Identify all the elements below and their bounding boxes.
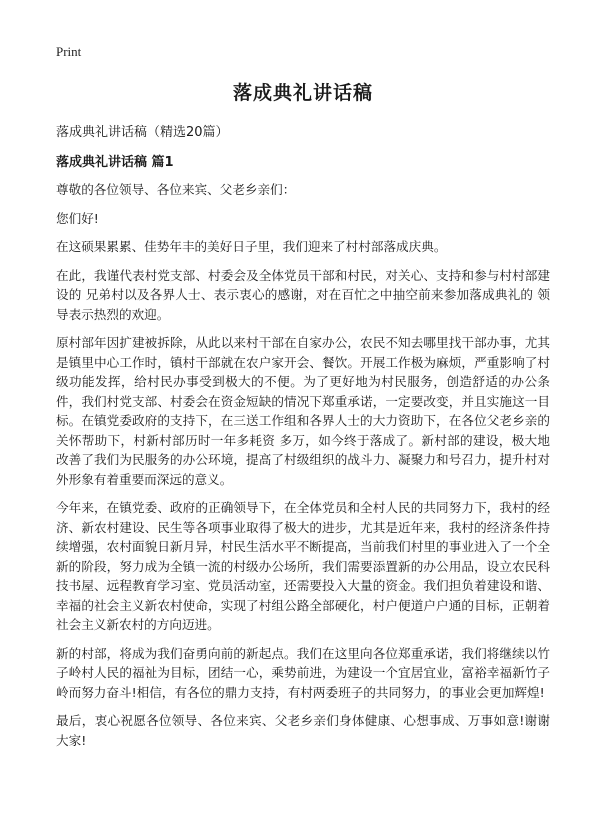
paragraph-history: 原村部年因扩建被拆除，从此以来村干部在自家办公，农民不知去哪里找干部办事，尤其是镇里中心工作时，镇村干部就在农户家开会、餐饮。开展工作极为麻烦，严重影响了村级功能发挥，给村民办事受到极大的不便。为了更好地为村民服务，创造舒适的办公条件，我们村党支部、村委会在资金短缺的情况下郑重承诺，一定要改变，并且实施这一目标。在镇党委政府的支持下，在三送工作组和各界人士的大力资助下，在各位父老乡亲的关怀帮助下，村新村部历时一年多耗资 多万，如今终于落成了。新村部的建设，极大地改善了我们为民服务的办公环境，提高了村级组织的战斗力、凝聚力和号召力，提升村对外形象有着重要而深远的意义。: [56, 335, 550, 487]
print-link[interactable]: Print: [56, 44, 82, 59]
paragraph-occasion: 在这硕果累累、佳势年丰的美好日子里，我们迎来了村村部落成庆典。: [56, 239, 447, 254]
paragraph-greeting: 您们好!: [56, 210, 99, 226]
paragraph-thanks: 在此，我谨代表村党支部、村委会及全体党员干部和村民，对关心、支持和参与村村部建设的 兄弟村以及各界人士、表示衷心的感谢，对在百忙之中抽空前来参加落成典礼的 领导表示热烈的欢迎。: [56, 267, 550, 322]
document-title: 落成典礼讲话稿: [232, 82, 373, 104]
paragraph-commitment: 新的村部，将成为我们奋勇向前的新起点。我们在这里向各位郑重承诺，我们将继续以竹子岭村人民的福祉为目标，团结一心，乘势前进，为建设一个宜居宜业，富裕幸福新竹子岭而努力奋斗!相信，有各位的鼎力支持，有村两委班子的共同努力，的事业会更加辉煌!: [56, 645, 550, 700]
section-heading: 落成典礼讲话稿 篇1: [56, 155, 174, 170]
document-body: [56, 180, 550, 759]
document-subtitle: 落成典礼讲话稿（精选20篇）: [56, 125, 229, 140]
paragraph-progress: 今年来，在镇党委、政府的正确领导下，在全体党员和全村人民的共同努力下，我村的经济、新农村建设、民生等各项事业取得了极大的进步，尤其是近年来，我村的经济条件持续增强，农村面貌日新月异，村民生活水平不断提高，当前我们村里的事业进入了一个全新的阶段，努力成为全镇一流的村级办公场所，我们需要添置新的办公用品，设立农民科技书屋、远程教育学习室、党员活动室，还需要投入大量的资金。我们担负着建设和谐、幸福的社会主义新农村使命，实现了村组公路全部硬化，村户便道户户通的目标，正朝着社会主义新农村的方向迈进。: [56, 500, 550, 632]
paragraph-closing: 最后，衷心祝愿各位领导、各位来宾、父老乡亲们身体健康、心想事成、万事如意!谢谢大家!: [56, 713, 550, 748]
paragraph-salutation: 尊敬的各位领导、各位来宾、父老乡亲们：: [56, 182, 296, 197]
